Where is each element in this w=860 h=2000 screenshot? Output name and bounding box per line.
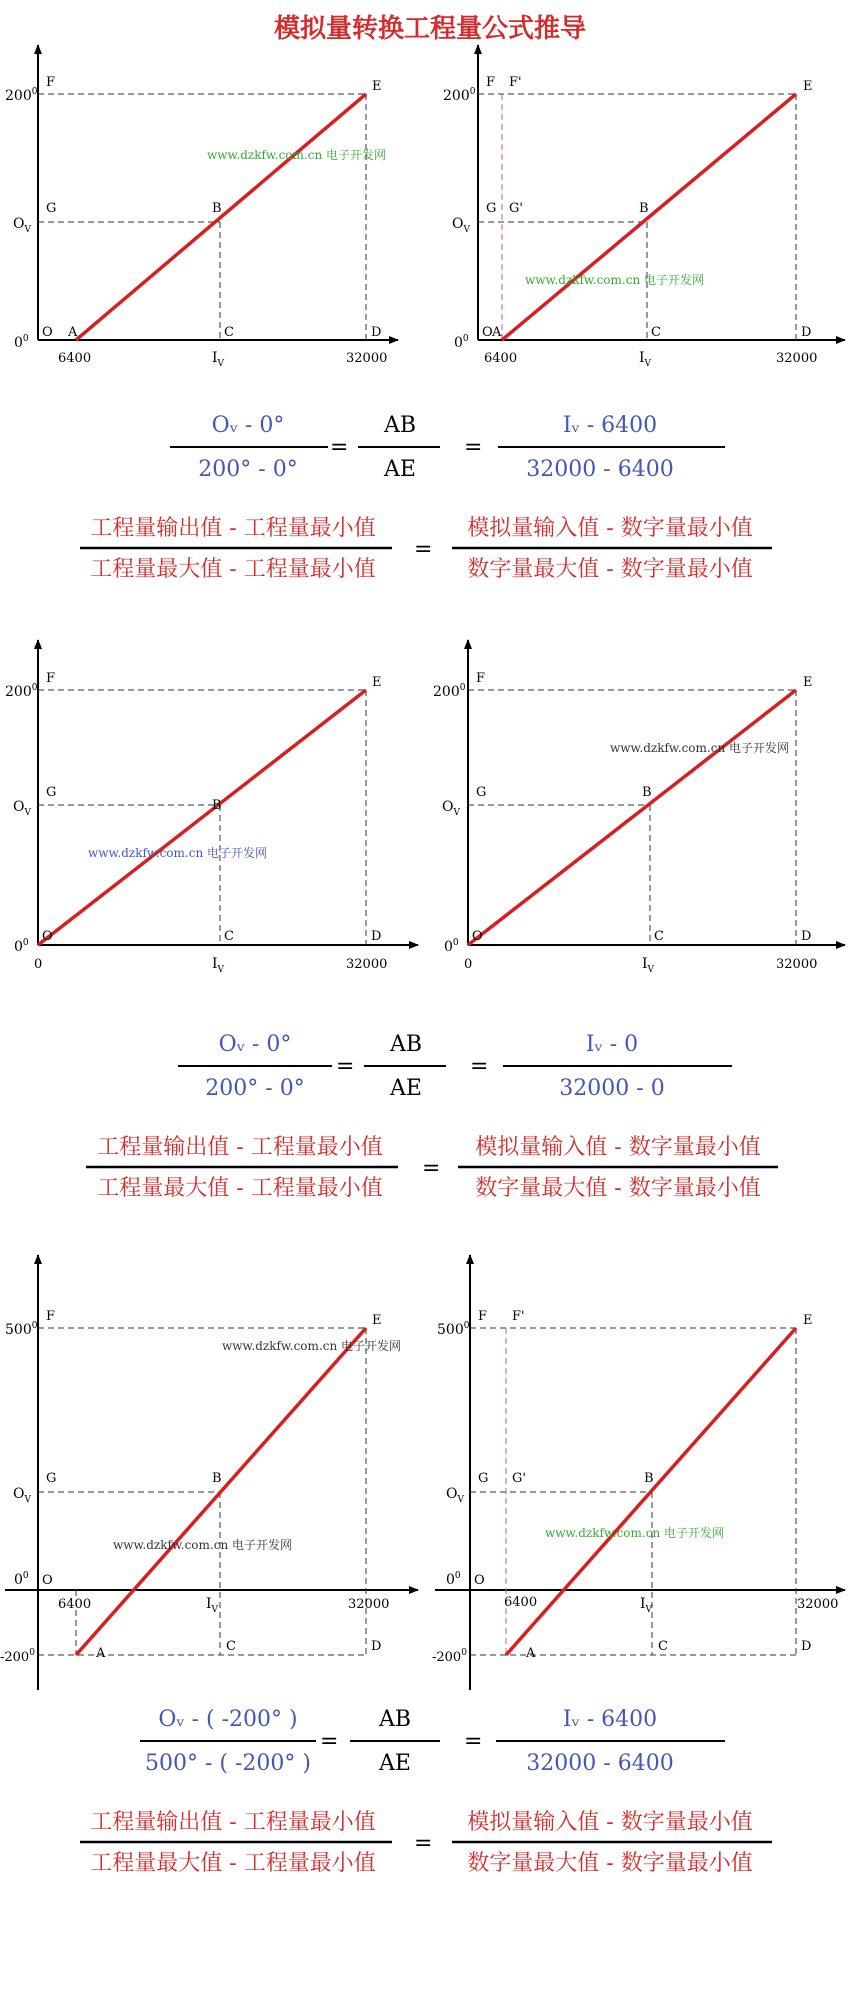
point-A: A xyxy=(492,325,502,340)
x-label-iv: $I_V$ xyxy=(212,956,225,975)
point-F-prime: F' xyxy=(512,1309,525,1324)
y-label-ov: $O_V$ xyxy=(442,799,460,818)
x-label-min: 0 xyxy=(464,957,473,972)
point-B: B xyxy=(642,785,652,800)
watermark-site: 电子开发网 xyxy=(644,273,705,287)
x-label-max: 32000 xyxy=(776,351,818,366)
y-label-ov: $O_V$ xyxy=(13,1486,31,1505)
point-F: F xyxy=(46,1309,56,1324)
ratio-iv-denominator: 32000 - 6400 xyxy=(526,1751,674,1776)
ratio-iv-numerator: Iᵥ - 6400 xyxy=(562,413,658,438)
point-B: B xyxy=(212,1471,222,1486)
chart-1 xyxy=(5,45,398,369)
ratio-iv-numerator: Iᵥ - 6400 xyxy=(562,1707,658,1732)
point-E: E xyxy=(803,675,813,690)
point-G: G xyxy=(46,1471,57,1486)
point-G: G xyxy=(46,201,57,216)
point-C: C xyxy=(224,929,234,944)
equals-sign: = xyxy=(414,1831,433,1856)
watermark-site: 电子开发网 xyxy=(232,1538,293,1552)
point-B: B xyxy=(644,1471,654,1486)
x-label-max: 32000 xyxy=(346,351,388,366)
chart-6 xyxy=(432,1255,845,1690)
x-label-min: 0 xyxy=(34,957,43,972)
x-label-max: 32000 xyxy=(348,1597,390,1612)
ratio-ov-numerator: Oᵥ - 0° xyxy=(218,1032,292,1057)
conversion-line xyxy=(468,690,796,945)
equals-sign: = xyxy=(330,435,349,460)
ratio-ov-denominator: 500° - ( -200° ) xyxy=(145,1751,311,1776)
point-O: O xyxy=(42,929,53,944)
point-E: E xyxy=(803,1313,813,1328)
watermark-url: www.dzkfw.com.cn xyxy=(525,273,641,287)
x-label-iv: $I_V$ xyxy=(640,1596,653,1615)
point-F: F xyxy=(476,671,486,686)
ratio-ab-denominator: AE xyxy=(384,457,416,482)
equals-sign: = xyxy=(464,1729,483,1754)
watermark-site: 电子开发网 xyxy=(729,741,790,755)
x-label-min: 6400 xyxy=(484,351,518,366)
engineering-denominator: 工程量最大值 - 工程量最小值 xyxy=(97,1176,383,1201)
y-label-ov: $O_V$ xyxy=(13,216,31,235)
x-label-min: 6400 xyxy=(58,1597,92,1612)
point-F: F xyxy=(46,671,56,686)
chart-5 xyxy=(0,1255,418,1690)
engineering-numerator: 工程量输出值 - 工程量最小值 xyxy=(90,516,376,541)
equals-sign: = xyxy=(422,1156,441,1181)
ratio-iv-denominator: 32000 - 0 xyxy=(559,1076,665,1101)
engineering-denominator: 工程量最大值 - 工程量最小值 xyxy=(90,557,376,582)
equals-sign: = xyxy=(320,1729,339,1754)
point-C: C xyxy=(658,1639,668,1654)
ratio-ov-numerator: Oᵥ - ( -200° ) xyxy=(158,1707,298,1732)
point-B: B xyxy=(212,201,222,216)
ratio-iv-denominator: 32000 - 6400 xyxy=(526,457,674,482)
x-label-iv: $I_V$ xyxy=(206,1596,219,1615)
ratio-ab-numerator: AB xyxy=(378,1707,412,1732)
analog-numerator: 模拟量输入值 - 数字量最小值 xyxy=(467,1810,753,1835)
equals-sign: = xyxy=(336,1054,355,1079)
ratio-iv-numerator: Iᵥ - 0 xyxy=(585,1032,639,1057)
ratio-ov-numerator: Oᵥ - 0° xyxy=(211,413,285,438)
point-D: D xyxy=(371,929,382,944)
formula-block-3 xyxy=(80,1707,772,1876)
chart-4 xyxy=(433,640,845,975)
point-E: E xyxy=(803,79,813,94)
y-label-zero: $0^0$ xyxy=(14,938,29,955)
point-A: A xyxy=(68,325,78,340)
point-A: A xyxy=(526,1646,536,1661)
point-D: D xyxy=(801,929,812,944)
ratio-ov-denominator: 200° - 0° xyxy=(198,457,298,482)
point-O: O xyxy=(474,1573,485,1588)
y-label-ov: $O_V$ xyxy=(446,1486,464,1505)
point-B: B xyxy=(639,201,649,216)
point-C: C xyxy=(224,325,234,340)
point-D: D xyxy=(371,1639,382,1654)
point-A: A xyxy=(96,1646,106,1661)
analog-numerator: 模拟量输入值 - 数字量最小值 xyxy=(467,516,753,541)
y-label-ov: $O_V$ xyxy=(452,216,470,235)
y-label-ov: $O_V$ xyxy=(13,799,31,818)
point-G: G xyxy=(486,201,497,216)
point-G: G xyxy=(478,1471,489,1486)
equals-sign: = xyxy=(414,537,433,562)
x-label-iv: $I_V$ xyxy=(212,350,225,369)
x-label-min: 6400 xyxy=(504,1595,538,1610)
conversion-line xyxy=(502,94,796,340)
y-label-max: $200^0$ xyxy=(433,683,466,700)
ratio-ov-denominator: 200° - 0° xyxy=(205,1076,305,1101)
engineering-numerator: 工程量输出值 - 工程量最小值 xyxy=(90,1810,376,1835)
y-label-max: $200^0$ xyxy=(5,683,38,700)
ratio-ab-numerator: AB xyxy=(389,1032,423,1057)
point-D: D xyxy=(801,325,812,340)
equals-sign: = xyxy=(464,435,483,460)
ratio-ab-denominator: AE xyxy=(390,1076,422,1101)
analog-denominator: 数字量最大值 - 数字量最小值 xyxy=(467,1851,753,1876)
point-E: E xyxy=(372,675,382,690)
point-O: O xyxy=(42,1573,53,1588)
conversion-line xyxy=(38,690,366,945)
point-C: C xyxy=(651,325,661,340)
point-G-prime: G' xyxy=(509,201,523,216)
equals-sign: = xyxy=(470,1054,489,1079)
point-O: O xyxy=(42,325,53,340)
point-O: O xyxy=(482,325,493,340)
analog-denominator: 数字量最大值 - 数字量最小值 xyxy=(467,557,753,582)
y-label-zero: $0^0$ xyxy=(14,1571,29,1588)
point-G: G xyxy=(476,785,487,800)
watermark-site: 电子开发网 xyxy=(341,1339,402,1353)
point-F-prime: F' xyxy=(509,75,522,90)
watermark-url: www.dzkfw.com.cn xyxy=(545,1526,661,1540)
point-G-prime: G' xyxy=(512,1471,526,1486)
y-label-min: $-200^0$ xyxy=(0,1648,35,1665)
point-O: O xyxy=(472,929,483,944)
chart-2 xyxy=(443,45,845,369)
point-C: C xyxy=(654,929,664,944)
conversion-line xyxy=(76,94,366,340)
watermark-url: www.dzkfw.com.cn xyxy=(207,148,323,162)
point-F: F xyxy=(486,75,496,90)
watermark-url: www.dzkfw.com.cn xyxy=(610,741,726,755)
y-label-zero: $0^0$ xyxy=(14,334,29,351)
watermark-site: 电子开发网 xyxy=(664,1526,725,1540)
watermark-url: www.dzkfw.com.cn xyxy=(222,1339,338,1353)
y-label-zero: $0^0$ xyxy=(454,334,469,351)
watermark-url: www.dzkfw.com.cn xyxy=(113,1538,229,1552)
ratio-ab-numerator: AB xyxy=(383,413,417,438)
analog-numerator: 模拟量输入值 - 数字量最小值 xyxy=(475,1135,761,1160)
y-label-zero: $0^0$ xyxy=(444,938,459,955)
analog-denominator: 数字量最大值 - 数字量最小值 xyxy=(475,1176,761,1201)
y-label-min: $-200^0$ xyxy=(432,1648,467,1665)
engineering-denominator: 工程量最大值 - 工程量最小值 xyxy=(90,1851,376,1876)
y-label-max: $200^0$ xyxy=(5,87,38,104)
point-D: D xyxy=(371,325,382,340)
y-label-max: $200^0$ xyxy=(443,87,476,104)
x-label-iv: $I_V$ xyxy=(639,350,652,369)
y-label-zero: $0^0$ xyxy=(446,1571,461,1588)
point-D: D xyxy=(801,1639,812,1654)
page-title: 模拟量转换工程量公式推导 xyxy=(273,14,586,44)
formula-block-2 xyxy=(86,1032,778,1201)
point-C: C xyxy=(226,1639,236,1654)
x-label-max: 32000 xyxy=(346,957,388,972)
watermark-site: 电子开发网 xyxy=(207,846,268,860)
point-E: E xyxy=(372,79,382,94)
engineering-numerator: 工程量输出值 - 工程量最小值 xyxy=(97,1135,383,1160)
point-E: E xyxy=(372,1313,382,1328)
point-B: B xyxy=(212,798,222,813)
point-F: F xyxy=(478,1309,488,1324)
watermark-site: 电子开发网 xyxy=(326,148,387,162)
point-G: G xyxy=(46,785,57,800)
point-F: F xyxy=(46,75,56,90)
watermark-url: www.dzkfw.com.cn xyxy=(88,846,204,860)
x-label-max: 32000 xyxy=(797,1597,839,1612)
y-label-max: $500^0$ xyxy=(5,1321,38,1338)
x-label-max: 32000 xyxy=(776,957,818,972)
x-label-iv: $I_V$ xyxy=(642,956,655,975)
formula-block-1 xyxy=(80,413,772,582)
y-label-max: $500^0$ xyxy=(437,1321,470,1338)
chart-3 xyxy=(5,640,418,975)
x-label-min: 6400 xyxy=(58,351,92,366)
ratio-ab-denominator: AE xyxy=(379,1751,411,1776)
